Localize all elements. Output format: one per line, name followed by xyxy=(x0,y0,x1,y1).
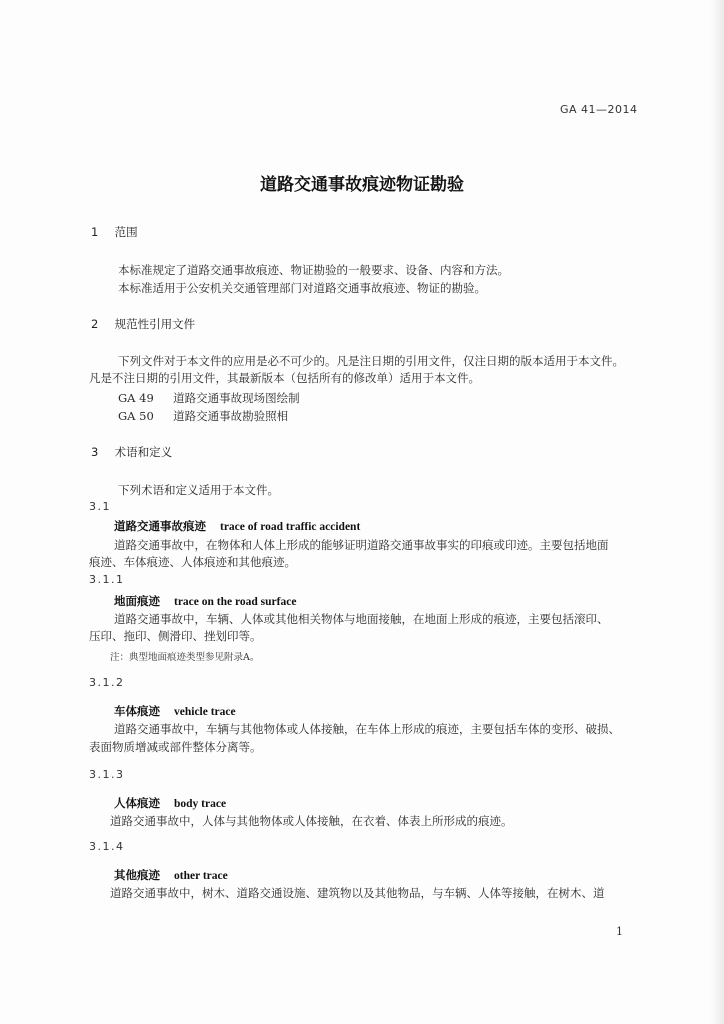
term-heading xyxy=(114,518,360,534)
normative-paragraph-line-1: 下列文件对于本文件的应用是必不可少的。凡是注日期的引用文件，仅注日期的版本适用于本文件。 xyxy=(118,354,624,368)
document-code: GA 41—2014 xyxy=(560,103,638,116)
page-edge-shadow xyxy=(710,0,724,1024)
section-title: 规范性引用文件 xyxy=(114,317,196,331)
reference-name: 道路交通事故勘验照相 xyxy=(173,409,289,423)
scope-paragraph-1: 本标准规定了道路交通事故痕迹、物证勘验的一般要求、设备、内容和方法。 xyxy=(118,263,509,277)
term-definition-line-2: 痕迹、车体痕迹、人体痕迹和其他痕迹。 xyxy=(89,555,296,569)
term-definition-line-1: 道路交通事故中，在物体和人体上形成的能够证明道路交通事故事实的印痕或印迹。主要包括地面 xyxy=(114,538,609,552)
term-definition-line-2: 压印、拖印、侧滑印、挫划印等。 xyxy=(89,629,262,643)
clause-number: 3.1.3 xyxy=(89,768,125,781)
term-en: trace on the road surface xyxy=(174,596,297,608)
section-number: 1 xyxy=(91,225,99,239)
term-en: body trace xyxy=(174,798,227,810)
term-zh: 人体痕迹 xyxy=(114,796,160,810)
term-definition-line-1: 道路交通事故中，车辆与其他物体或人体接触，在车体上形成的痕迹，主要包括车体的变形、破损、 xyxy=(114,722,620,736)
term-definition-line-1: 道路交通事故中，车辆、人体或其他相关物体与地面接触，在地面上形成的痕迹，主要包括滚印、 xyxy=(114,612,609,626)
scope-paragraph-2: 本标准适用于公安机关交通管理部门对道路交通事故痕迹、物证的勘验。 xyxy=(118,281,486,295)
reference-code: GA 49 xyxy=(118,391,154,405)
page-title: 道路交通事故痕迹物证勘验 xyxy=(260,175,464,195)
section-1-heading xyxy=(91,224,138,240)
section-3-heading xyxy=(91,444,172,460)
section-number: 3 xyxy=(91,445,99,459)
section-number: 2 xyxy=(91,317,99,331)
clause-number: 3.1.1 xyxy=(89,573,125,586)
term-heading xyxy=(114,867,228,883)
term-heading xyxy=(114,795,226,811)
term-heading xyxy=(114,593,296,609)
clause-number: 3.1 xyxy=(89,500,111,513)
reference-code: GA 50 xyxy=(118,409,154,423)
term-definition-line-2: 表面物质增减或部件整体分离等。 xyxy=(89,740,262,754)
section-title: 范围 xyxy=(114,225,138,239)
term-zh: 其他痕迹 xyxy=(114,868,160,882)
term-en: vehicle trace xyxy=(174,706,236,718)
terms-intro: 下列术语和定义适用于本文件。 xyxy=(118,483,279,497)
term-zh: 车体痕迹 xyxy=(114,704,160,718)
clause-number: 3.1.4 xyxy=(89,840,125,853)
term-zh: 道路交通事故痕迹 xyxy=(114,519,206,533)
clause-number: 3.1.2 xyxy=(89,676,125,689)
page-number: 1 xyxy=(616,925,623,938)
term-en: trace of road traffic accident xyxy=(220,521,361,533)
term-en: other trace xyxy=(174,870,228,882)
term-heading xyxy=(114,703,236,719)
reference-item xyxy=(118,390,300,407)
normative-paragraph-line-2: 凡是不注日期的引用文件，其最新版本（包括所有的修改单）适用于本文件。 xyxy=(89,371,480,385)
reference-item xyxy=(118,408,288,425)
term-zh: 地面痕迹 xyxy=(114,594,160,608)
reference-name: 道路交通事故现场图绘制 xyxy=(173,391,300,405)
term-definition-line-1: 道路交通事故中，人体与其他物体或人体接触，在衣着、体表上所形成的痕迹。 xyxy=(110,814,513,828)
term-definition-line-1: 道路交通事故中，树木、道路交通设施、建筑物以及其他物品，与车辆、人体等接触，在树木、道 xyxy=(110,886,605,900)
term-note: 注：典型地面痕迹类型参见附录A。 xyxy=(110,652,260,663)
section-2-heading xyxy=(91,316,195,332)
section-title: 术语和定义 xyxy=(114,445,173,459)
